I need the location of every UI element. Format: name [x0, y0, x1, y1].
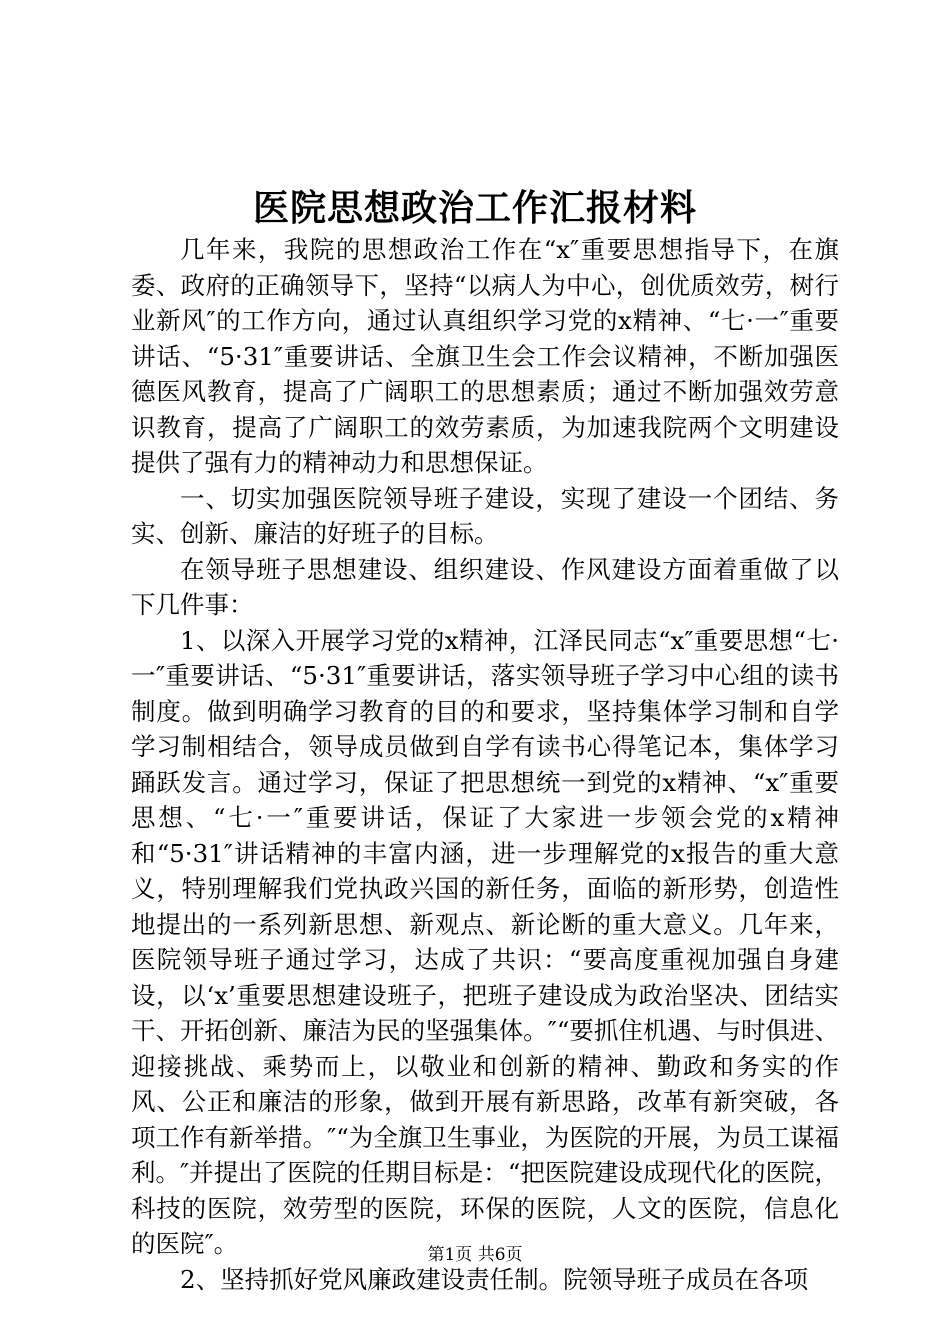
page-footer: 第1页 共6页	[427, 1245, 523, 1265]
document-title: 医院思想政治工作汇报材料	[252, 187, 697, 229]
paragraph-intro: 几年来，我院的思想政治工作在“x″重要思想指导下，在旗委、政府的正确领导下，坚持“以病人为中心，创优质效劳，树行业新风″的工作方向，通过认真组织学习党的x精神、“七·一″重要讲话、“5·31″重要讲话、全旗卫生会工作会议精神，不断加强医德医风教育，提高了广阔职工的思想素质；通过不断加强效劳意识教育，提高了广阔职工的效劳素质，为加速我院两个文明建设提供了强有力的精神动力和思想保证。	[131, 235, 839, 477]
paragraph-section-one-lead: 在领导班子思想建设、组织建设、作风建设方面着重做了以下几件事：	[131, 554, 839, 619]
paragraph-section-one-heading: 一、切实加强医院领导班子建设，实现了建设一个团结、务实、创新、廉洁的好班子的目标。	[131, 483, 839, 548]
paragraph-item-two: 2、坚持抓好党风廉政建设责任制。院领导班子成员在各项	[180, 1264, 809, 1294]
paragraph-item-one: 1、以深入开展学习党的x精神，江泽民同志“x″重要思想“七·一″重要讲话、“5·31″重要讲话，落实领导班子学习中心组的读书制度。做到明确学习教育的目的和要求，坚持集体学习制和自学学习制相结合，领导成员做到自学有读书心得笔记本，集体学习踊跃发言。通过学习，保证了把思想统一到党的x精神、“x″重要思想、“七·一″重要讲话，保证了大家进一步领会党的x精神和“5·31″讲话精神的丰富内涵，进一步理解党的x报告的重大意义，特别理解我们党执政兴国的新任务，面临的新形势，创造性地提出的一系列新思想、新观点、新论断的重大意义。几年来，医院领导班子通过学习，达成了共识：“要高度重视加强自身建设，以‘x’重要思想建设班子，把班子建设成为政治坚决、团结实干、开拓创新、廉洁为民的坚强集体。″“要抓住机遇、与时俱进、迎接挑战、乘势而上，以敬业和创新的精神、勤政和务实的作风、公正和廉洁的形象，做到开展有新思路，改革有新突破，各项工作有新举措。″“为全旗卫生事业，为医院的开展，为员工谋福利。″并提出了医院的任期目标是：“把医院建设成现代化的医院，科技的医院，效劳型的医院，环保的医院，人文的医院，信息化的医院″。	[131, 625, 839, 1258]
document-body	[131, 232, 839, 1297]
